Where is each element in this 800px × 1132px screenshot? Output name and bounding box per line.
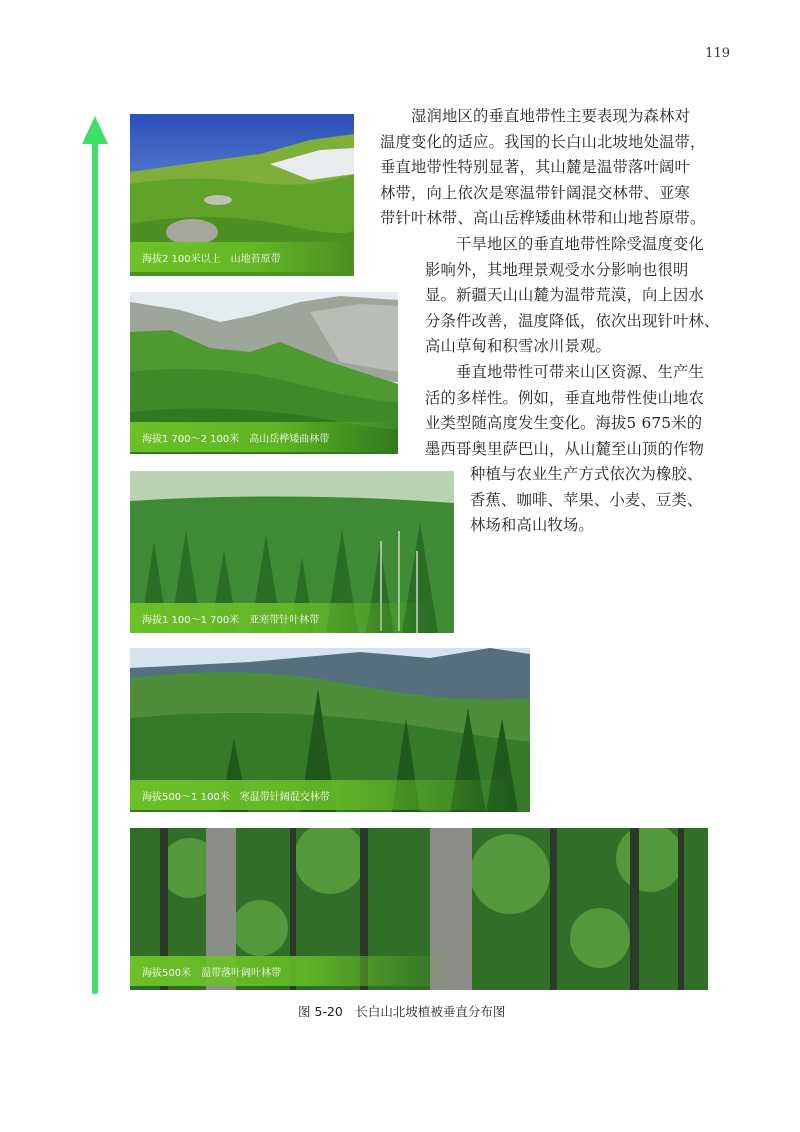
text-line: 高山草甸和积雪冰川景观。	[425, 337, 611, 356]
text-line: 分条件改善，温度降低，依次出现针叶林、	[425, 311, 720, 330]
text-line: 带针叶林带、高山岳桦矮曲林带和山地苔原带。	[380, 209, 706, 228]
text-line: 林场和高山牧场。	[470, 516, 594, 535]
text-line: 干旱地区的垂直地带性除受温度变化	[425, 235, 704, 253]
paragraph-arid-zones	[425, 232, 725, 360]
text-line: 活的多样性。例如，垂直地带性使山地农	[425, 388, 704, 407]
zone-label-mixed: 海拔500～1 100米 寒温带针阔混交林带	[142, 792, 330, 803]
photo-tundra	[130, 114, 354, 276]
photo-conifer-forest	[130, 471, 454, 633]
zone-label-broadleaf: 海拔500米 温带落叶阔叶林带	[142, 968, 282, 979]
page-number: 119	[705, 46, 730, 61]
photo-birch-krummholz	[130, 292, 398, 454]
text-line: 湿润地区的垂直地带性主要表现为森林对	[380, 107, 690, 125]
zone-label-birch: 海拔1 700～2 100米 高山岳桦矮曲林带	[142, 434, 330, 445]
text-line: 垂直地带性特别显著，其山麓是温带落叶阔叶	[380, 158, 690, 177]
text-line: 影响外，其地理景观受水分影响也很明	[425, 260, 689, 279]
text-line: 垂直地带性可带来山区资源、生产生	[425, 363, 704, 381]
zone-label-conifer: 海拔1 100～1 700米 亚寒带针叶林带	[142, 615, 320, 626]
photo-mixed-forest	[130, 648, 530, 812]
paragraph-diversity	[425, 360, 725, 462]
photo-broadleaf-forest	[130, 828, 708, 990]
zone-label-band	[130, 956, 450, 986]
text-line: 种植与农业生产方式依次为橡胶、	[470, 465, 703, 483]
text-line: 香蕉、咖啡、苹果、小麦、豆类、	[470, 490, 703, 509]
altitude-arrow-shaft	[92, 138, 98, 994]
zone-label-band	[130, 603, 430, 633]
text-line: 显。新疆天山山麓为温带荒漠，向上因水	[425, 286, 704, 305]
text-line: 业类型随高度发生变化。海拔5 675米的	[425, 414, 703, 433]
figure-caption: 图 5-20 长白山北坡植被垂直分布图	[298, 1004, 506, 1019]
zone-label-band	[130, 780, 510, 810]
text-line: 温度变化的适应。我国的长白山北坡地处温带，	[380, 132, 706, 151]
zone-label-band	[130, 422, 398, 452]
paragraph-humid-zones	[380, 104, 720, 232]
text-line: 墨西哥奥里萨巴山，从山麓至山顶的作物	[425, 439, 704, 458]
text-line: 林带，向上依次是寒温带针阔混交林带、亚寒	[380, 183, 690, 202]
zone-label-tundra: 海拔2 100米以上 山地苔原带	[142, 254, 281, 265]
zone-label-band	[130, 242, 354, 272]
paragraph-diversity-cont	[470, 462, 726, 539]
